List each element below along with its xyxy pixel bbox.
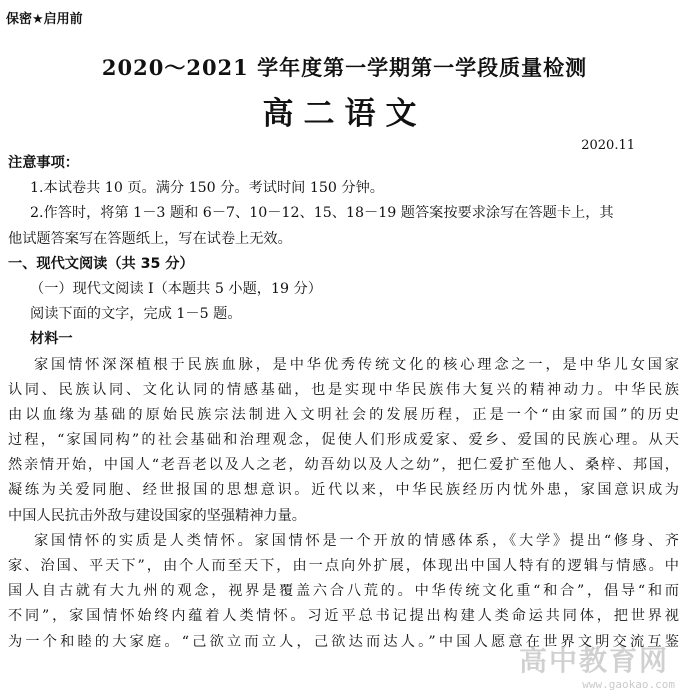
watermark-logo: 高中教育网 <box>518 644 669 677</box>
passage-line: 中国人民抗击外敌与建设国家的坚强精神力量。 <box>8 507 306 524</box>
notice-item-1: 1.本试卷共 10 页。满分 150 分。考试时间 150 分钟。 <box>30 180 384 197</box>
passage-line: 家国情怀的实质是人类情怀。家国情怀是一个开放的情感体系，《大学》提出“修身、齐 <box>34 532 679 549</box>
watermark-url: www.gaokao.com <box>582 678 675 691</box>
passage-line: 国人自古就有大九州的观念，视界是覆盖六合八荒的。中华传统文化重“和合”，倡导“和而 <box>8 583 679 600</box>
subject-title: 高二语文 <box>262 96 427 132</box>
passage-line: 由以血缘为基础的原始民族宗法制进入文明社会的发展历程，正是一个“由家而国”的历史 <box>8 406 679 423</box>
passage-line: 过程，“家国同构”的社会基础和治理观念，促使人们形成爱家、爱乡、爱国的民族心理。从天 <box>8 432 679 449</box>
passage-paragraph-1 <box>8 353 679 529</box>
passage-line: 为一个和睦的大家庭。“己欲立而立人，己欲达而达人。”中国人愿意在世界文明交流互鉴 <box>8 633 679 650</box>
passage-paragraph-2 <box>8 529 679 655</box>
section-heading: 一、现代文阅读（共 35 分） <box>8 255 194 272</box>
exam-title: 2020～2021 学年度第一学期第一学段质量检测 <box>101 55 588 80</box>
material-label: 材料一 <box>30 331 73 348</box>
passage-line: 然亲情开始，中国人“老吾老以及人之老，幼吾幼以及人之幼”，把仁爱扩至他人、桑梓、邦国， <box>8 457 679 474</box>
section-sub-heading: （一）现代文阅读 I（本题共 5 小题，19 分） <box>30 280 322 297</box>
notice-item-2: 2.作答时，将第 1－3 题和 6－7、10－12、15、18－19 题答案按要求涂写在答题卡上，其 <box>30 205 614 222</box>
passage-line: 凝练为关爱同胞、经世报国的思想意识。近代以来，中华民族经历内忧外患，家国意识成为 <box>8 482 679 499</box>
passage-line: 家国情怀深深植根于民族血脉，是中华优秀传统文化的核心理念之一，是中华儿女国家 <box>34 356 679 373</box>
notice-item-2-cont: 他试题答案写在答题纸上，写在试卷上无效。 <box>8 230 292 247</box>
section-instruction: 阅读下面的文字，完成 1－5 题。 <box>30 306 242 323</box>
document-body <box>8 151 679 655</box>
passage-line: 不同”，家国情怀始终内蕴着人类情怀。习近平总书记提出构建人类命运共同体，把世界视 <box>8 608 679 625</box>
confidential-label: 保密★启用前 <box>6 12 83 27</box>
passage-line: 认同、民族认同、文化认同的情感基础，也是实现中华民族伟大复兴的精神动力。中华民族 <box>8 381 679 398</box>
exam-date: 2020.11 <box>581 138 635 153</box>
notice-heading: 注意事项： <box>8 155 79 171</box>
passage-line: 家、治国、平天下”，由个人而至天下，由一点向外扩展，体现出中国人特有的逻辑与情感。中 <box>8 558 679 574</box>
